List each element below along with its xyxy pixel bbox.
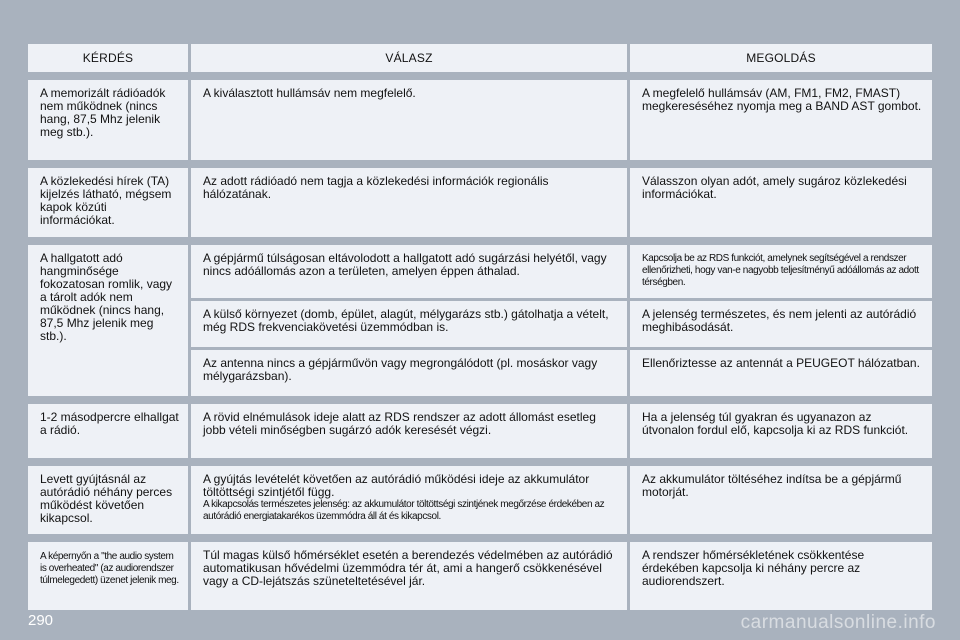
solution-cell: Ha a jelenség túl gyakran és ugyanazon az útvonalon fordul elő, kapcsolja ki az RDS funkciót. (630, 404, 932, 458)
answer-cell: A külső környezet (domb, épület, alagút, mélygarázs stb.) gátolhatja a vételt, még RDS frekvenciakövetési üzemmódban is. (191, 301, 627, 347)
solution-cell: Kapcsolja be az RDS funkciót, amelynek segítségével a rendszer ellenőrizheti, hogy van-e nagyobb teljesítményű adóállomás az adott térségben. (630, 245, 932, 298)
table-header (28, 44, 932, 72)
question-cell: A hallgatott adó hangminősége fokozatosan romlik, vagy a tárolt adók nem működnek (nincs hang, 87,5 Mhz jelenik meg stb.). (28, 245, 188, 396)
question-cell: Levett gyújtásnál az autórádió néhány perces működést követően kikapcsol. (28, 466, 188, 534)
answer-cell (191, 466, 627, 534)
header-question: KÉRDÉS (28, 44, 188, 72)
question-cell: A képernyőn a "the audio system is overheated" (az audiorendszer túlmelegedett) üzenet jelenik meg. (28, 542, 188, 610)
solution-cell: A megfelelő hullámsáv (AM, FM1, FM2, FMAST) megkereséséhez nyomja meg a BAND AST gombot. (630, 80, 932, 160)
solution-cell: A jelenség természetes, és nem jelenti az autórádió meghibásodását. (630, 301, 932, 347)
table-row (28, 542, 932, 610)
answer-cell: A gépjármű túlságosan eltávolodott a hallgatott adó sugárzási helyétől, vagy nincs adóállomás azon a területen, amelyen éppen áthalad. (191, 245, 627, 298)
answer-note: A kikapcsolás természetes jelenség: az akkumulátor töltöttségi szintjének megőrzése érdekében az autórádió energiatakarékos üzemmódra áll át és kikapcsol. (203, 499, 605, 522)
solution-cell: Ellenőriztesse az antennát a PEUGEOT hálózatban. (630, 350, 932, 396)
solution-cell: Válasszon olyan adót, amely sugároz közlekedési információkat. (630, 168, 932, 237)
solution-cell: Az akkumulátor töltéséhez indítsa be a gépjármű motorját. (630, 466, 932, 534)
watermark: carmanualsonline.info (740, 612, 936, 633)
question-cell: A közlekedési hírek (TA) kijelzés látható, mégsem kapok közúti információkat. (28, 168, 188, 237)
solution-cell: A rendszer hőmérsékletének csökkentése érdekében kapcsolja ki néhány percre az audiorendszert. (630, 542, 932, 610)
answer-cell: A rövid elnémulások ideje alatt az RDS rendszer az adott állomást esetleg jobb vételi minőségben sugárzó adók keresését végzi. (191, 404, 627, 458)
table-row (28, 168, 932, 237)
troubleshooting-table (28, 44, 932, 610)
answer-cell: Túl magas külső hőmérséklet esetén a berendezés védelmében az autórádió automatikusan hővédelmi üzemmódra tér át, ami a hangerő csökkenésével vagy a CD-lejátszás szüneteltetésével jár. (191, 542, 627, 610)
header-solution: MEGOLDÁS (630, 44, 932, 72)
answer-text: A gyújtás levételét követően az autórádió működési ideje az akkumulátor töltöttségi szintjétől függ. (203, 472, 590, 499)
question-cell: A memorizált rádióadók nem működnek (nincs hang, 87,5 Mhz jelenik meg stb.). (28, 80, 188, 160)
table-row (28, 404, 932, 458)
page-number: 290 (28, 612, 54, 629)
answer-cell: A kiválasztott hullámsáv nem megfelelő. (191, 80, 627, 160)
header-answer: VÁLASZ (191, 44, 627, 72)
table-row (28, 466, 932, 534)
answer-cell: Az antenna nincs a gépjárművön vagy megrongálódott (pl. mosáskor vagy mélygarázsban). (191, 350, 627, 396)
table-row (28, 245, 932, 396)
table-row (28, 80, 932, 160)
answer-cell: Az adott rádióadó nem tagja a közlekedési információk regionális hálózatának. (191, 168, 627, 237)
sub-rows (191, 245, 932, 396)
question-cell: 1-2 másodpercre elhallgat a rádió. (28, 404, 188, 458)
